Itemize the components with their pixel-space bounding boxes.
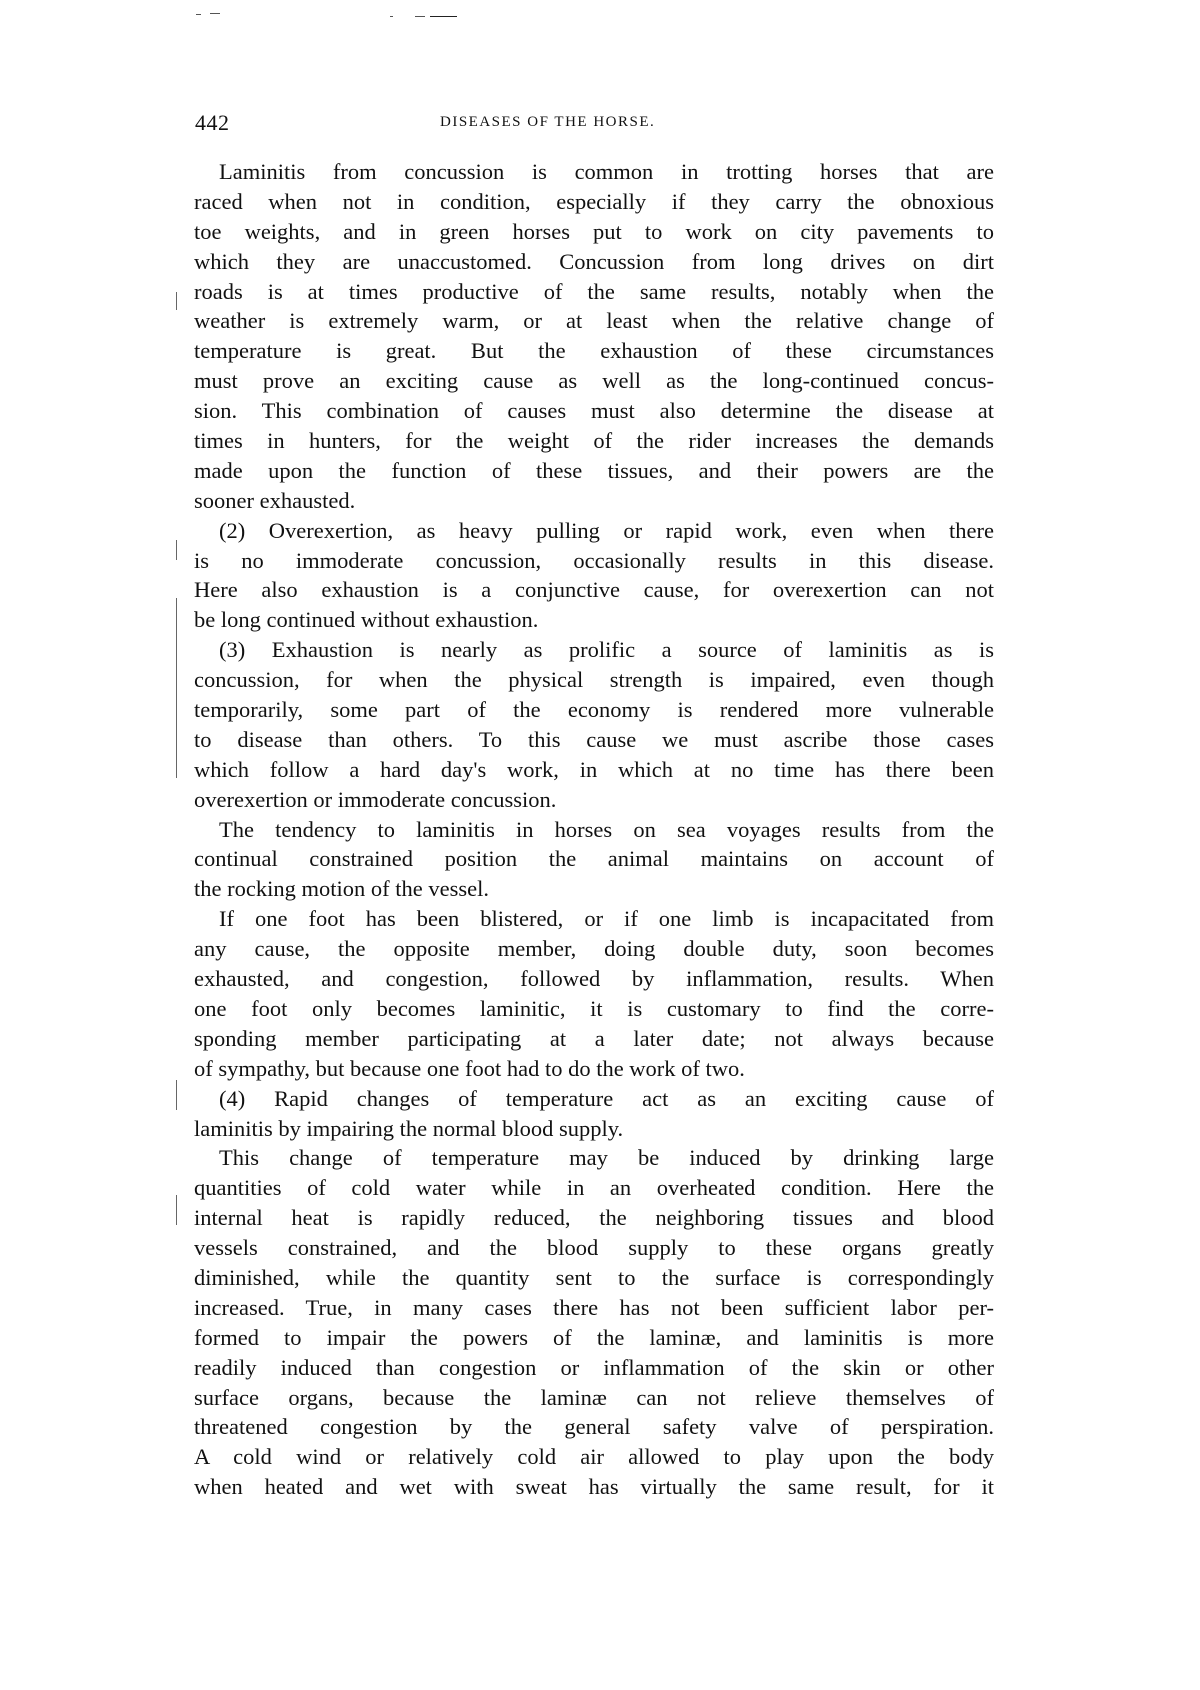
text-line: diminished, while the quantity sent to the surface is correspondingly xyxy=(194,1264,994,1290)
running-title: DISEASES OF THE HORSE. xyxy=(440,114,656,130)
text-line: roads is at times productive of the same results, notably when the xyxy=(194,278,994,304)
scan-mark xyxy=(390,16,393,17)
text-line: the rocking motion of the vessel. xyxy=(194,876,489,902)
text-line: This change of temperature may be induced by drinking large xyxy=(219,1145,994,1171)
text-line: when heated and wet with sweat has virtually the same result, for it xyxy=(194,1474,994,1500)
text-line: sion. This combination of causes must also determine the disease at xyxy=(194,398,994,424)
text-line: increased. True, in many cases there has not been sufficient labor per- xyxy=(194,1294,994,1320)
margin-rule xyxy=(176,1195,177,1225)
text-line: be long continued without exhaustion. xyxy=(194,607,539,633)
scan-mark xyxy=(415,16,425,17)
text-line: (2) Overexertion, as heavy pulling or rapid work, even when there xyxy=(219,517,994,543)
scan-mark xyxy=(210,13,220,14)
text-line: raced when not in condition, especially if they carry the obnoxious xyxy=(194,188,994,214)
text-line: (3) Exhaustion is nearly as prolific a source of laminitis as is xyxy=(219,637,994,663)
text-line: Laminitis from concussion is common in trotting horses that are xyxy=(219,159,994,184)
text-line: toe weights, and in green horses put to work on city pavements to xyxy=(194,218,994,244)
scan-mark xyxy=(196,14,201,15)
text-line: concussion, for when the physical strength is impaired, even though xyxy=(194,667,994,693)
text-line: temperature is great. But the exhaustion of these circumstances xyxy=(194,338,994,364)
text-line: continual constrained position the animal maintains on account of xyxy=(194,846,994,872)
text-line: (4) Rapid changes of temperature act as an exciting cause of xyxy=(219,1085,994,1111)
text-line: times in hunters, for the weight of the rider increases the demands xyxy=(194,428,994,454)
running-head xyxy=(195,110,995,140)
paragraph xyxy=(194,635,994,814)
text-line: sponding member participating at a later date; not always because xyxy=(194,1025,994,1051)
text-line: formed to impair the powers of the laminæ, and laminitis is more xyxy=(194,1324,994,1350)
text-line: weather is extremely warm, or at least when the relative change of xyxy=(194,308,994,334)
text-line: made upon the function of these tissues, and their powers are the xyxy=(194,457,994,483)
text-line: temporarily, some part of the economy is rendered more vulnerable xyxy=(194,697,994,723)
paragraph xyxy=(194,904,994,1083)
text-line: quantities of cold water while in an overheated condition. Here the xyxy=(194,1175,994,1201)
text-line: which they are unaccustomed. Concussion from long drives on dirt xyxy=(194,248,994,274)
text-line: Here also exhaustion is a conjunctive cause, for overexertion can not xyxy=(194,577,994,603)
text-line: of sympathy, but because one foot had to do the work of two. xyxy=(194,1055,745,1081)
margin-rule xyxy=(176,1080,177,1110)
text-line: exhausted, and congestion, followed by inflammation, results. When xyxy=(194,966,994,992)
text-line: must prove an exciting cause as well as the long-continued concus- xyxy=(194,368,994,394)
margin-rule xyxy=(176,540,177,560)
text-line: internal heat is rapidly reduced, the neighboring tissues and blood xyxy=(194,1205,994,1231)
margin-rule xyxy=(176,292,177,310)
text-line: laminitis by impairing the normal blood supply. xyxy=(194,1115,624,1141)
text-line: one foot only becomes laminitic, it is customary to find the corre- xyxy=(194,995,994,1021)
text-line: A cold wind or relatively cold air allowed to play upon the body xyxy=(194,1444,994,1470)
body-text xyxy=(194,157,994,1502)
paragraph xyxy=(194,1084,994,1144)
text-line: to disease than others. To this cause we must ascribe those cases xyxy=(194,726,994,752)
text-line: vessels constrained, and the blood supply to these organs greatly xyxy=(194,1235,994,1261)
page-number: 442 xyxy=(195,110,230,135)
paragraph xyxy=(194,157,994,516)
text-line: is no immoderate concussion, occasionally results in this disease. xyxy=(194,547,994,573)
paragraph xyxy=(194,815,994,905)
paragraph xyxy=(194,1143,994,1502)
text-line: threatened congestion by the general safety valve of perspiration. xyxy=(194,1414,994,1440)
text-line: If one foot has been blistered, or if one limb is incapacitated from xyxy=(219,906,994,932)
scan-artifacts xyxy=(0,0,1200,100)
text-line: readily induced than congestion or inflammation of the skin or other xyxy=(194,1354,994,1380)
text-line: any cause, the opposite member, doing double duty, soon becomes xyxy=(194,936,994,962)
paragraph xyxy=(194,516,994,636)
text-line: which follow a hard day's work, in which at no time has there been xyxy=(194,756,994,782)
text-line: sooner exhausted. xyxy=(194,487,356,513)
text-line: The tendency to laminitis in horses on sea voyages results from the xyxy=(219,816,994,842)
margin-rule xyxy=(176,598,177,778)
text-line: overexertion or immoderate concussion. xyxy=(194,786,557,812)
text-line: surface organs, because the laminæ can not relieve themselves of xyxy=(194,1384,994,1410)
scan-mark xyxy=(430,16,457,17)
